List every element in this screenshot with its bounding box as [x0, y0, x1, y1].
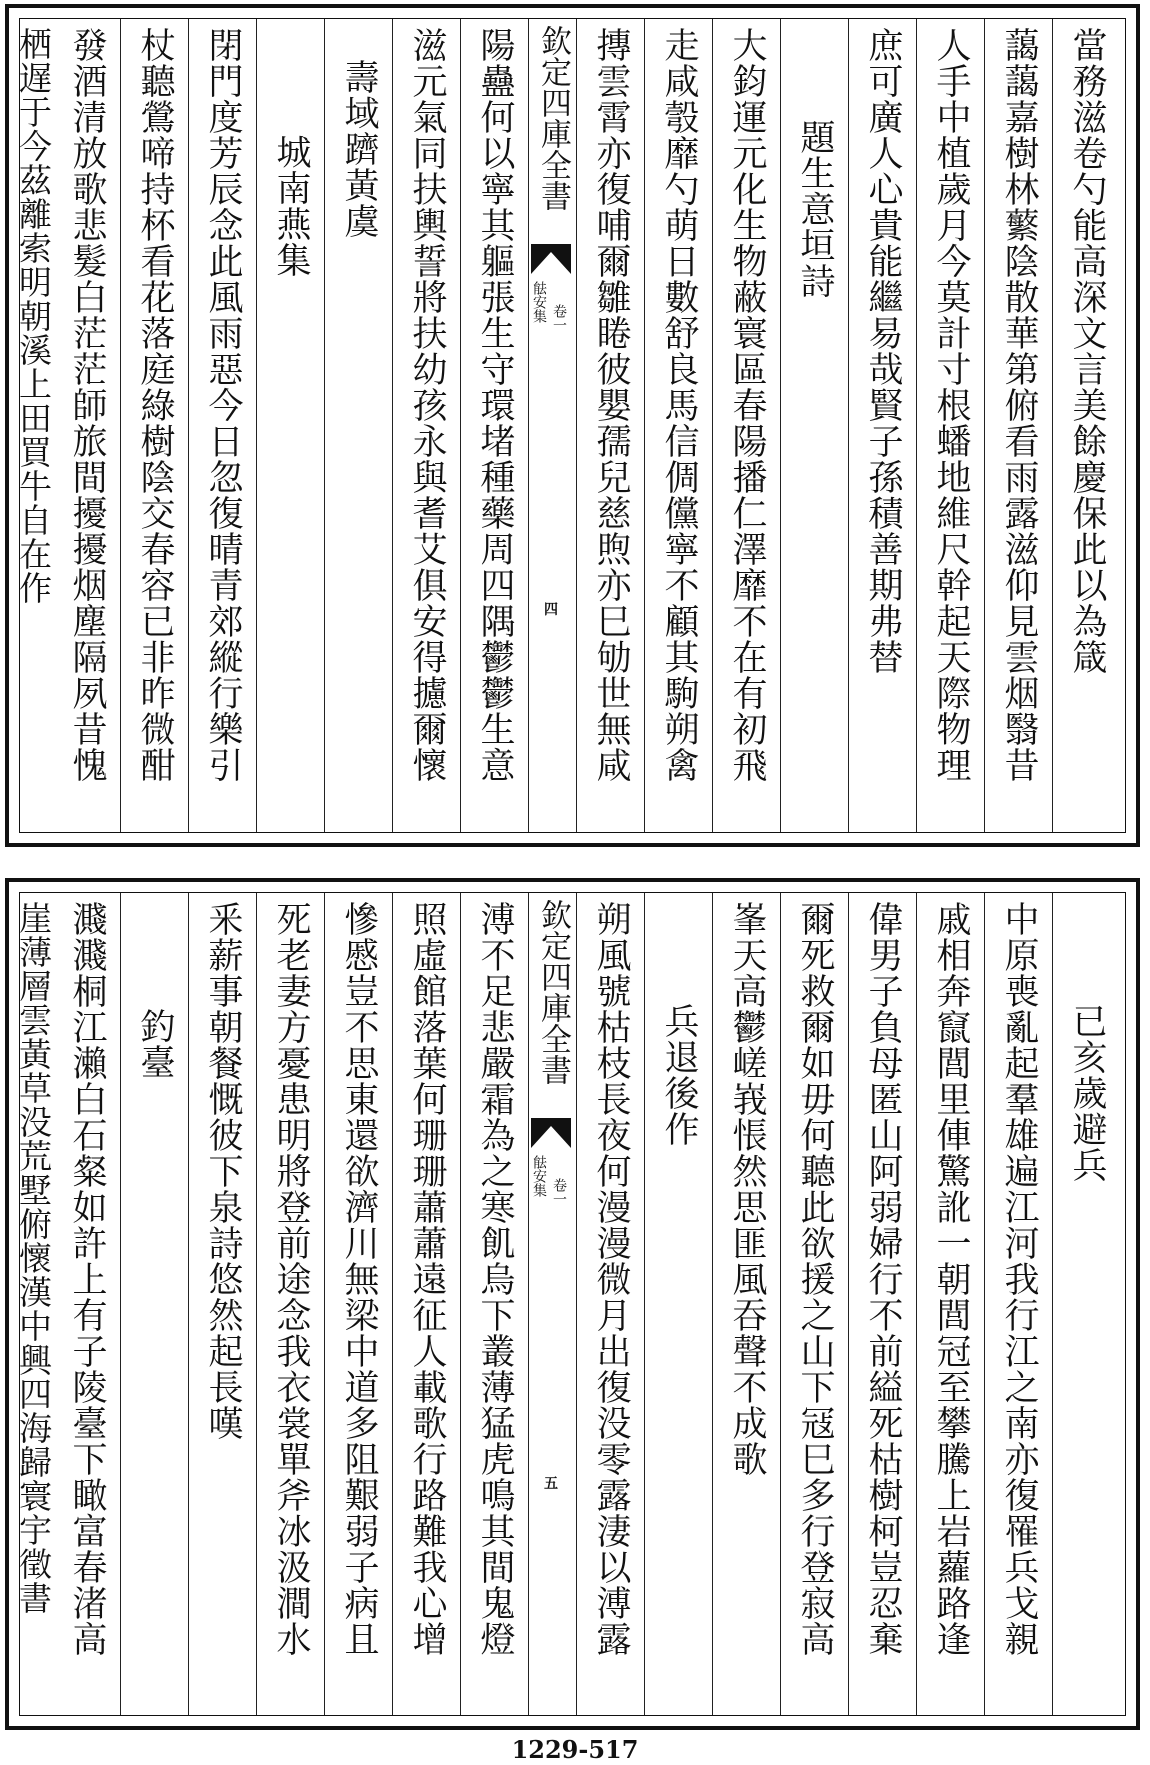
text-column: 爾死救爾如毋何聽此欲援之山下冦巳多行登寂高 — [795, 901, 835, 1657]
text-column: 栖遅于今茲離索明朝溪上田買牛自在作 — [14, 27, 53, 605]
text-column: 杖聽鶯啼持杯看花落庭綠樹陰交春容已非昨微酣 — [135, 27, 175, 783]
text-column: 走咸彀靡勺萌日數舒良馬信倜儻寧不顧其駒朔禽 — [659, 27, 699, 783]
juan-label: 卷一 — [551, 1178, 567, 1206]
text-column: 溥不足悲嚴霜為之寒飢烏下叢薄猛虎鳴其間鬼燈 — [475, 901, 515, 1657]
poem-title: 已亥歲避兵 — [1067, 1003, 1107, 1183]
poem-title: 城南燕集 — [271, 134, 311, 278]
text-column: 陽蠱何以寧其軀張生守環堵種藥周四隅鬱鬱生意 — [475, 27, 515, 783]
top-page — [5, 4, 1140, 847]
text-column: 閉門度芳辰念此風雨惡今日忽復晴青郊縱行樂引 — [203, 27, 243, 783]
text-column: 庶可廣人心貴能繼易哉賢子孫積善期弗替 — [863, 27, 903, 675]
text-column: 壽域躋黃虞 — [339, 59, 379, 239]
text-column: 發酒清放歌悲髮白茫茫師旅間擾擾烟塵隔夙昔愧 — [67, 27, 107, 783]
text-column: 照虛館落葉何珊珊蕭蕭遠征人載歌行路難我心增 — [407, 901, 447, 1657]
bottom-page — [5, 878, 1140, 1730]
bottom-text-columns — [14, 893, 1125, 1715]
center-margin-strip — [529, 19, 573, 832]
text-column: 峯天高鬱嵯峩悵然思匪風吞聲不成歌 — [727, 901, 767, 1477]
top-page-frame — [14, 18, 1126, 833]
text-column: 中原喪亂起羣雄遍江河我行江之南亦復罹兵戈親 — [999, 901, 1039, 1657]
top-text-columns — [14, 19, 1125, 832]
text-column: 崖薄層雲黃草没荒墅俯懷漢中興四海歸寰宇徵書 — [14, 901, 53, 1615]
text-column: 偉男子負母匿山阿弱婦行不前縊死枯樹柯豈忍棄 — [863, 901, 903, 1657]
text-column: 人手中植歲月今莫計寸根蟠地維尺幹起天際物理 — [931, 27, 971, 783]
text-column: 摶雲霄亦復哺爾雛睠彼嬰孺兒慈煦亦巳劬世無咸 — [591, 27, 631, 783]
poem-title: 釣臺 — [135, 1008, 175, 1080]
collection-title: 欽定四庫全書 — [535, 25, 571, 211]
text-column: 滋元氣同扶輿誓將扶幼孩永與耆艾俱安得攄爾懷 — [407, 27, 447, 783]
text-column: 戚相奔竄閭里俥驚訛一朝閭冠至攀騰上岩蘿路逢 — [931, 901, 971, 1657]
book-name: 䏻安集 — [531, 281, 547, 323]
text-column: 大鈞運元化生物蔽寰區春陽播仁澤靡不在有初飛 — [727, 27, 767, 783]
page-number: 五 — [544, 1476, 558, 1492]
poem-title: 題生意垣詩 — [795, 119, 835, 299]
folio-number: 1229-517 — [511, 1735, 639, 1764]
fish-tail-mark-icon — [531, 244, 571, 274]
text-column: 藹藹嘉樹林蘩陰散華第俯看雨露滋仰見雲烟翳昔 — [999, 27, 1039, 783]
page-number: 四 — [544, 602, 558, 618]
poem-title: 兵退後作 — [659, 1003, 699, 1147]
fish-tail-mark-icon — [531, 1118, 571, 1148]
text-column: 濺濺桐江瀨白石粲如許上有子陵臺下瞰富春渚高 — [67, 901, 107, 1657]
text-column: 朔風號枯枝長夜何漫漫微月出復没零露淒以溥露 — [591, 901, 631, 1657]
text-column: 慘慼豈不思東還欲濟川無梁中道多阻艱弱子病且 — [339, 901, 379, 1657]
text-column: 釆薪事朝餐慨彼下泉詩悠然起長嘆 — [203, 901, 243, 1441]
center-margin-strip — [529, 893, 573, 1715]
book-name: 䏻安集 — [531, 1155, 547, 1197]
collection-title: 欽定四庫全書 — [535, 899, 571, 1085]
juan-label: 卷一 — [551, 304, 567, 332]
bottom-page-frame — [14, 892, 1126, 1716]
text-column: 死老妻方憂患明將登前途念我衣裳單斧冰汲澗水 — [271, 901, 311, 1657]
text-column: 當務滋卷勺能高深文言美餘慶保此以為箴 — [1067, 27, 1107, 675]
